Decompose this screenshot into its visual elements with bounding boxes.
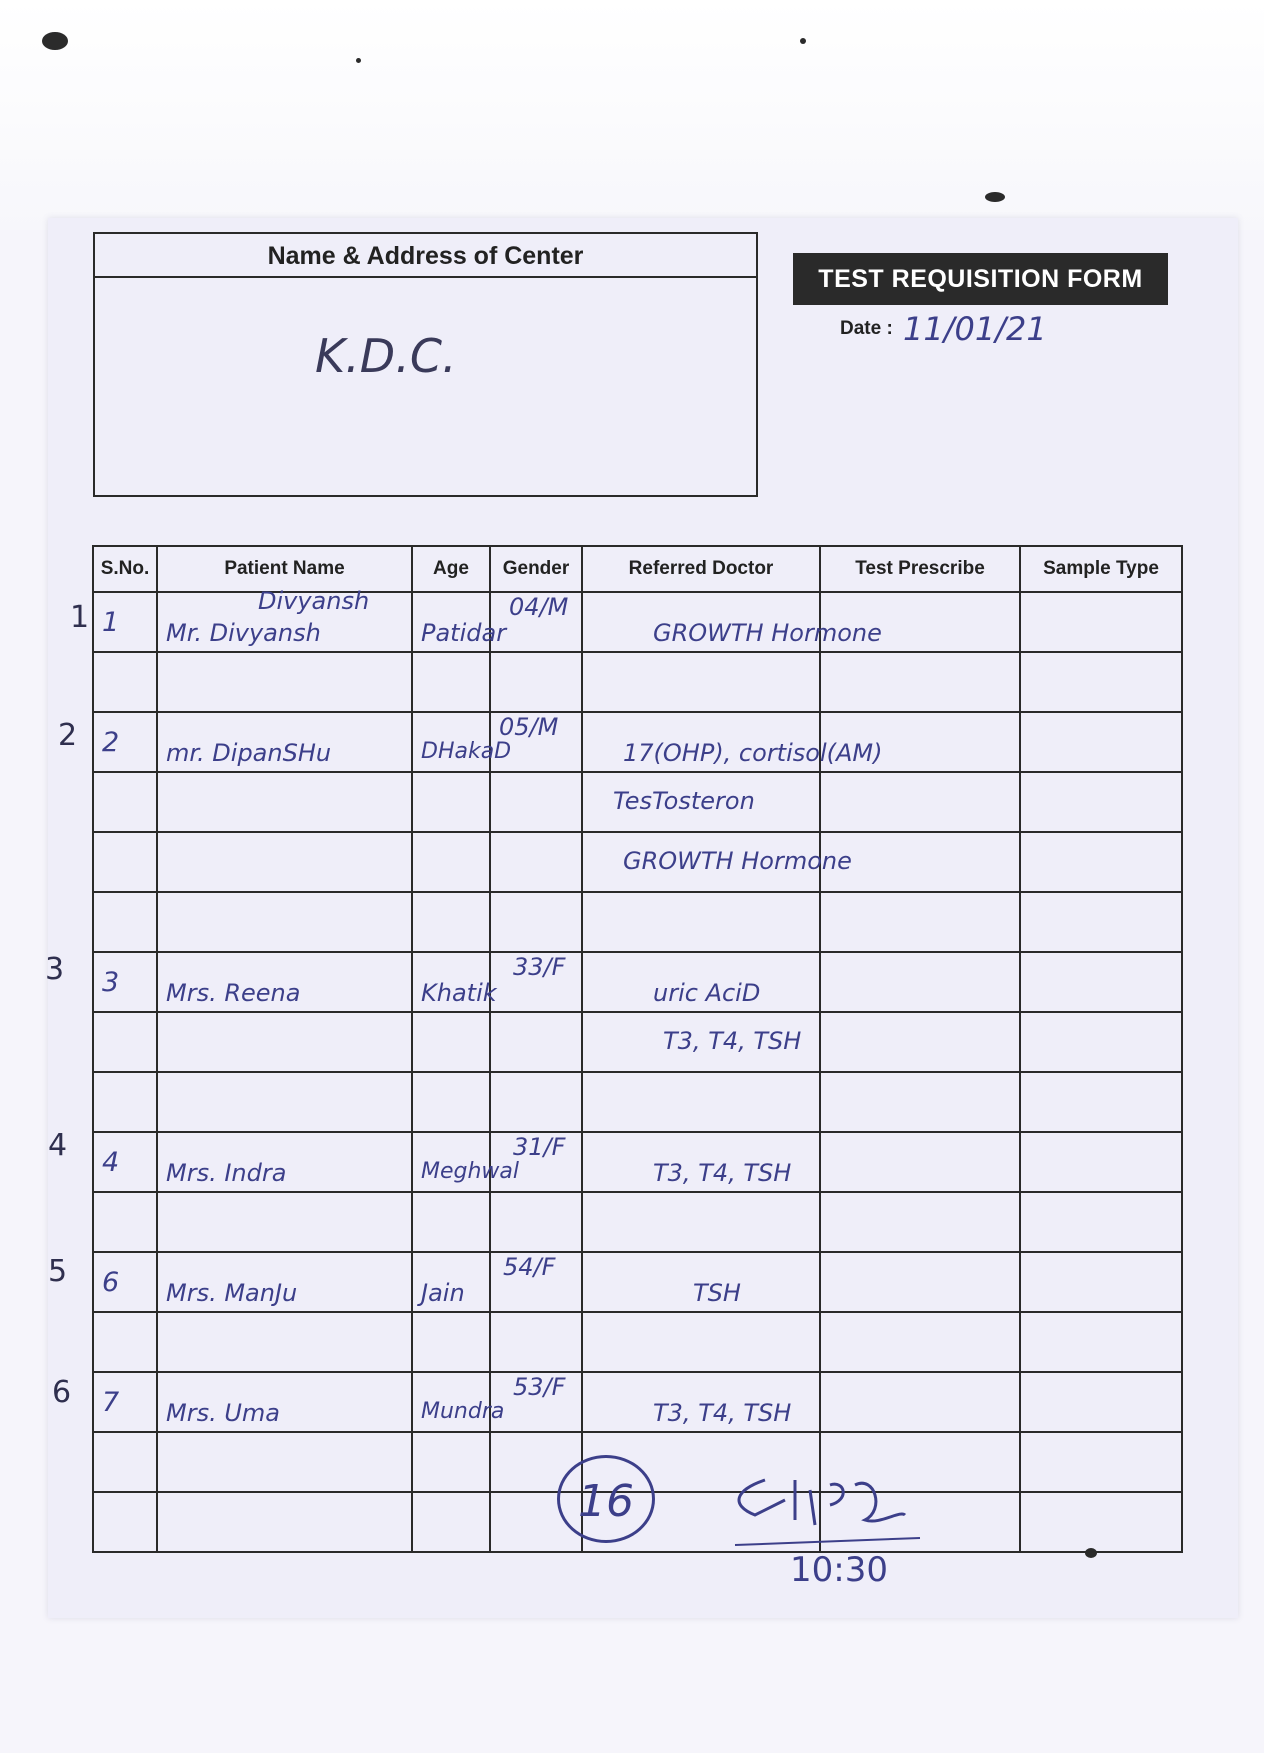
table-row — [93, 1072, 1182, 1132]
test-cell: T3, T4, TSH — [663, 1027, 802, 1055]
patient-name-cell: Mrs. Uma — [166, 1399, 280, 1427]
table-row — [93, 832, 1182, 892]
margin-number: 3 — [45, 952, 65, 987]
scan-background — [0, 0, 1264, 230]
table-row — [93, 1012, 1182, 1072]
age-cell: Patidar — [421, 619, 507, 647]
age-cell: Mundra — [421, 1399, 505, 1424]
table-row — [93, 952, 1182, 1012]
gender-cell: 04/M — [509, 593, 569, 621]
col-header: S.No. — [93, 546, 157, 592]
test-cell: TesTosteron — [613, 787, 755, 815]
col-header: Referred Doctor — [582, 546, 820, 592]
margin-number: 1 — [70, 600, 90, 635]
table-row — [93, 592, 1182, 652]
scan-speck — [985, 192, 1005, 202]
patient-name-cell: mr. DipanSHu — [166, 739, 332, 767]
gender-cell: 31/F — [513, 1133, 566, 1161]
sno-cell: 3 — [102, 967, 120, 998]
patient-name-cell: Mr. Divyansh — [166, 619, 321, 647]
sno-cell: 6 — [102, 1267, 120, 1298]
margin-number: 2 — [58, 718, 78, 753]
test-cell: TSH — [693, 1279, 741, 1307]
table-row — [93, 1132, 1182, 1192]
table-row — [93, 1312, 1182, 1372]
test-table — [92, 545, 1183, 1553]
gender-cell: 53/F — [513, 1373, 566, 1401]
gender-cell: 54/F — [503, 1253, 556, 1281]
table-row — [93, 1192, 1182, 1252]
margin-number: 4 — [48, 1128, 68, 1163]
gender-cell: 05/M — [499, 713, 559, 741]
form-title: TEST REQUISITION FORM — [793, 253, 1168, 305]
test-cell: GROWTH Hormone — [623, 847, 852, 875]
margin-number: 6 — [52, 1375, 72, 1410]
test-cell: 17(OHP), cortisol(AM) — [623, 739, 883, 767]
table-row — [93, 712, 1182, 772]
col-header: Age — [412, 546, 490, 592]
test-cell: T3, T4, TSH — [653, 1399, 792, 1427]
sno-cell: 7 — [102, 1387, 120, 1418]
test-cell: GROWTH Hormone — [653, 619, 882, 647]
test-cell: uric AciD — [653, 979, 761, 1007]
patient-name-cell: Mrs. Reena — [166, 979, 301, 1007]
center-value: K.D.C. — [315, 329, 457, 383]
col-header: Patient Name — [157, 546, 412, 592]
sno-cell: 2 — [102, 727, 120, 758]
sno-cell: 4 — [102, 1147, 120, 1178]
margin-number: 5 — [48, 1254, 68, 1289]
center-box — [93, 232, 758, 497]
signature-number: 10:30 — [790, 1550, 888, 1590]
col-header: Gender — [490, 546, 582, 592]
test-cell: T3, T4, TSH — [653, 1159, 792, 1187]
center-title: Name & Address of Center — [95, 234, 756, 278]
patient-name-cell: Mrs. ManJu — [166, 1279, 298, 1307]
col-header: Test Prescribe — [820, 546, 1020, 592]
scan-speck — [42, 32, 68, 50]
total-circled: 16 — [557, 1455, 655, 1543]
table-header-row — [93, 546, 1182, 592]
table-row — [93, 652, 1182, 712]
sno-cell: 1 — [102, 607, 120, 638]
age-cell: Meghwal — [421, 1159, 520, 1184]
date-value: 11/01/21 — [903, 310, 1047, 348]
col-header: Sample Type — [1020, 546, 1182, 592]
table-row — [93, 772, 1182, 832]
table-row — [93, 1372, 1182, 1432]
signature-mark — [725, 1470, 925, 1550]
scan-speck — [800, 38, 806, 44]
scan-speck — [356, 58, 361, 63]
gender-cell: 33/F — [513, 953, 566, 981]
table-row — [93, 892, 1182, 952]
name-note: Divyansh — [258, 587, 370, 615]
age-cell: DHakaD — [421, 739, 512, 764]
patient-name-cell: Mrs. Indra — [166, 1159, 287, 1187]
table-row — [93, 1252, 1182, 1312]
age-cell: Khatik — [421, 979, 497, 1007]
age-cell: Jain — [421, 1279, 465, 1307]
date-label: Date : — [840, 318, 893, 339]
